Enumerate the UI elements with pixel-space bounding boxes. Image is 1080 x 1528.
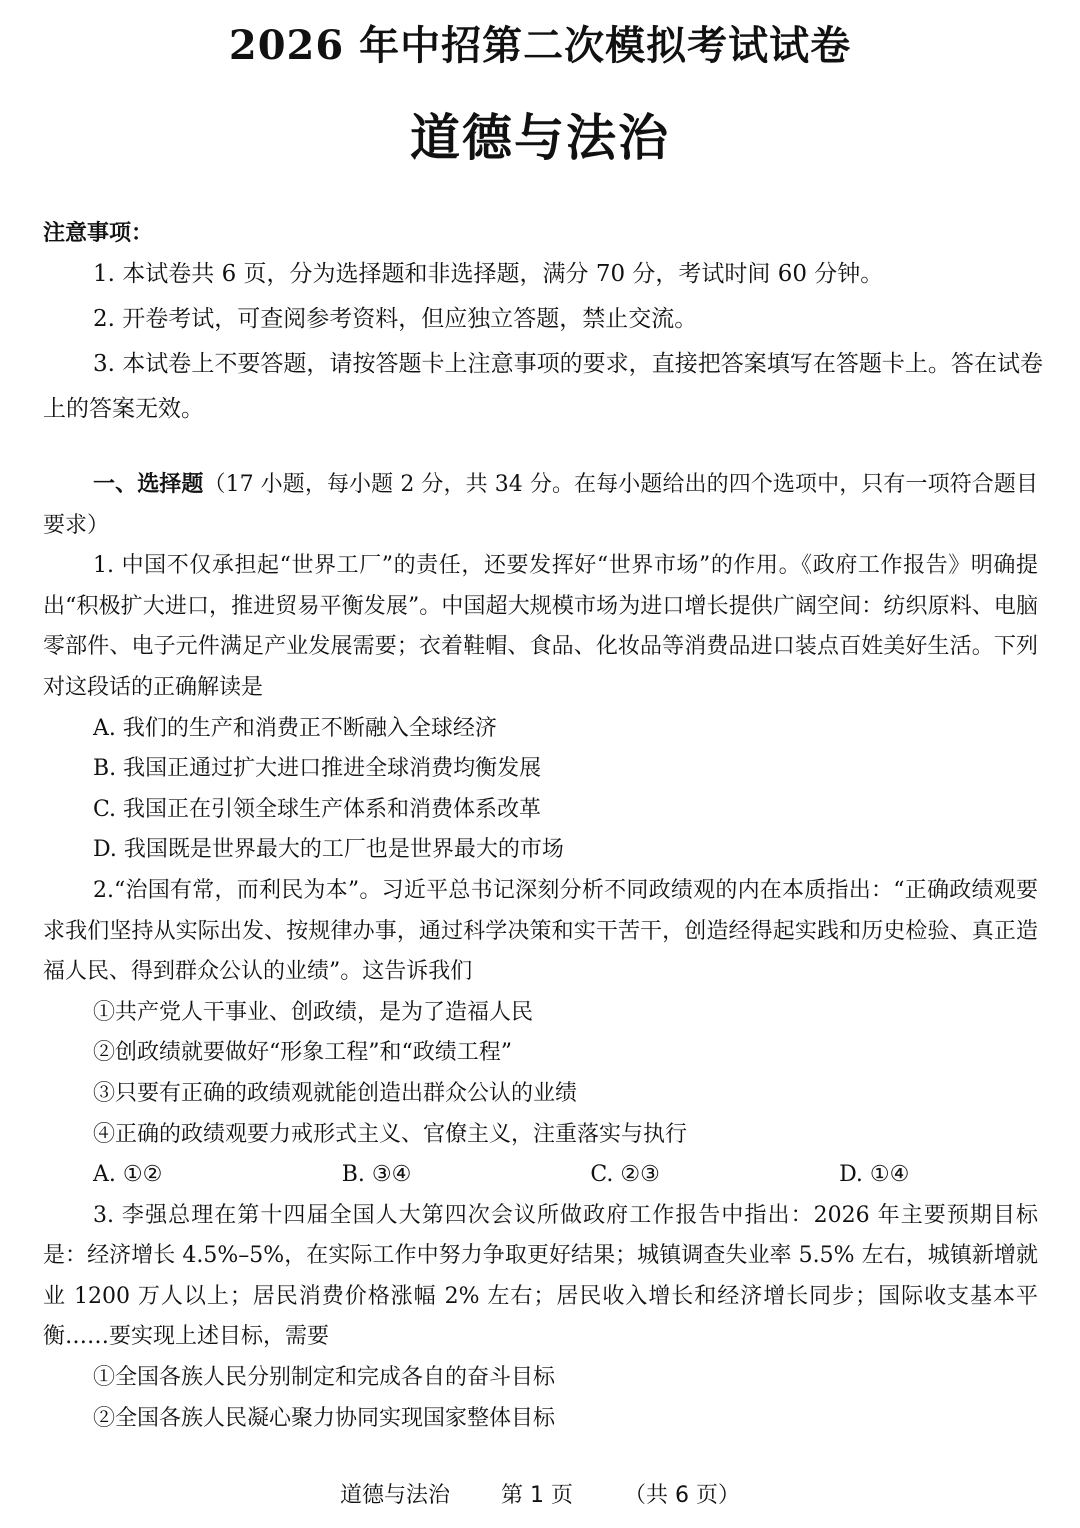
question-2-options xyxy=(43,1155,1038,1196)
question-2-statement-3: ③只要有正确的政绩观就能创造出群众公认的业绩 xyxy=(93,1080,578,1106)
question-2-statement-1: ①共产党人干事业、创政绩，是为了造福人民 xyxy=(93,999,534,1025)
question-1-stem: 1. 中国不仅承担起“世界工厂”的责任，还要发挥好“世界市场”的作用。《政府工作报告》明确提出“积极扩大进口，推进贸易平衡发展”。中国超大规模市场为进口增长提供广阔空间：纺织原料、电脑零部件、电子元件满足产业发展需要；衣着鞋帽、食品、化妆品等消费品进口装点百姓美好生活。下列对这段话的正确解读是 xyxy=(43,553,1038,700)
choice-section xyxy=(43,465,1038,1439)
question-2-stem: 2.“治国有常，而利民为本”。习近平总书记深刻分析不同政绩观的内在本质指出：“正确政绩观要求我们坚持从实际出发、按规律办事，通过科学决策和实干苦干，创造经得起实践和历史检验、真正造福人民、得到群众公认的业绩”。这告诉我们 xyxy=(43,877,1038,985)
exam-title: 2026 年中招第二次模拟考试试卷 xyxy=(228,22,852,69)
question-3-statement-1: ①全国各族人民分别制定和完成各自的奋斗目标 xyxy=(93,1365,556,1391)
question-3-stem: 3. 李强总理在第十四届全国人大第四次会议所做政府工作报告中指出：2026 年主要预期目标是：经济增长 4.5%–5%，在实际工作中努力争取更好结果；城镇调查失业率 5.5% 左右，城镇新增就业 1200 万人以上；居民消费价格涨幅 2% 左右；居民收入增长和经济增长同步；国际收支基本平衡……要实现上述目标，需要 xyxy=(43,1202,1038,1350)
notice-item: 1. 本试卷共 6 页，分为选择题和非选择题，满分 70 分，考试时间 60 分钟。 xyxy=(93,261,884,287)
question-2-option-b: B. ③④ xyxy=(341,1162,412,1188)
section-header xyxy=(43,465,1038,546)
page-footer xyxy=(0,1478,1080,1509)
section-label: 一、选择题 xyxy=(93,472,204,497)
question-1-option-a: A. 我们的生产和消费正不断融入全球经济 xyxy=(93,715,497,741)
footer-subject: 道德与法治 xyxy=(340,1483,451,1508)
notice-item: 2. 开卷考试，可查阅参考资料，但应独立答题，禁止交流。 xyxy=(93,306,698,332)
subject-title: 道德与法治 xyxy=(410,109,670,167)
question-1-option-b: B. 我国正通过扩大进口推进全球消费均衡发展 xyxy=(93,756,542,782)
question-1-option-c: C. 我国正在引领全球生产体系和消费体系改革 xyxy=(93,796,542,822)
question-2-option-a: A. ①② xyxy=(93,1162,163,1188)
section-description: （17 小题，每小题 2 分，共 34 分。在每小题给出的四个选项中，只有一项符合题目要求） xyxy=(43,472,1038,538)
footer-page-number: 第 1 页 xyxy=(501,1483,573,1508)
notice-heading: 注意事项： xyxy=(43,221,154,246)
notice-item: 3. 本试卷上不要答题，请按答题卡上注意事项的要求，直接把答案填写在答题卡上。答在试卷上的答案无效。 xyxy=(43,351,1043,422)
question-2-option-c: C. ②③ xyxy=(590,1162,660,1188)
question-1-option-d: D. 我国既是世界最大的工厂也是世界最大的市场 xyxy=(93,837,564,863)
notice-block xyxy=(43,216,1043,432)
question-3-statement-2: ②全国各族人民凝心聚力协同实现国家整体目标 xyxy=(93,1405,556,1431)
question-2-statement-2: ②创政绩就要做好“形象工程”和“政绩工程” xyxy=(93,1040,512,1066)
question-2-option-d: D. ①④ xyxy=(839,1162,910,1188)
question-2-statement-4: ④正确的政绩观要力戒形式主义、官僚主义，注重落实与执行 xyxy=(93,1121,688,1147)
footer-total-pages: （共 6 页） xyxy=(624,1483,740,1508)
